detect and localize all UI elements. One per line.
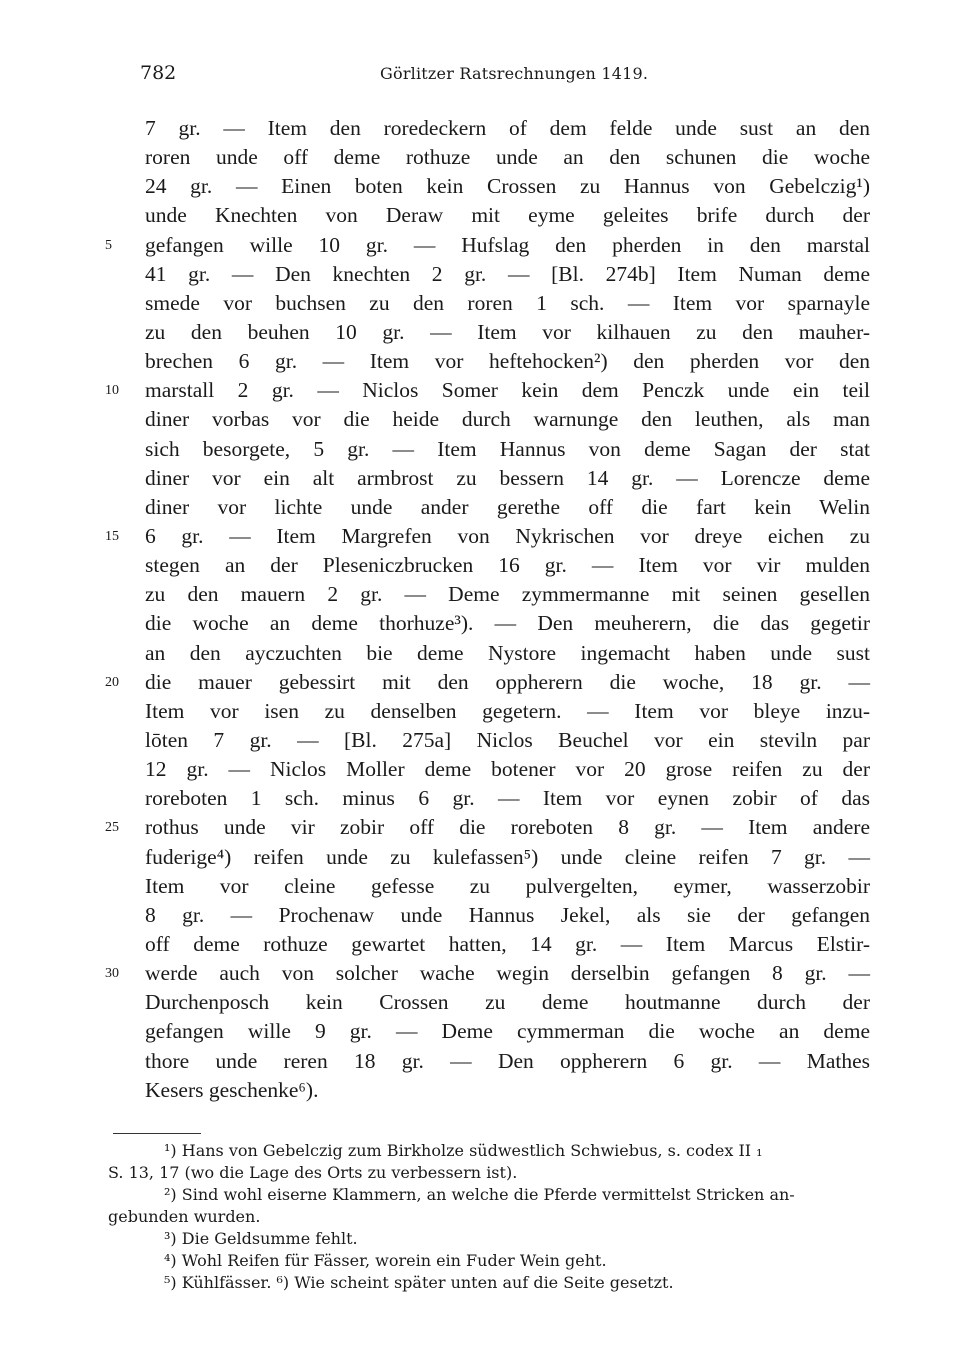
line-text: roreboten 1 sch. minus 6 gr. — Item vor eynen zobir of das xyxy=(145,786,870,811)
line-text: diner vor ein alt armbrost zu bessern 14 gr. — Lorencze deme xyxy=(145,465,870,490)
text-line xyxy=(145,347,870,376)
text-line xyxy=(145,726,870,755)
line-text: gefangen wille 9 gr. — Deme cymmerman die woche an deme xyxy=(145,1019,870,1044)
text-line xyxy=(145,784,870,813)
footnote-line: ⁴) Wohl Reifen für Fässer, worein ein Fuder Wein geht. xyxy=(164,1251,607,1270)
text-line xyxy=(145,318,870,347)
page-header xyxy=(140,62,860,92)
line-text: gefangen wille 10 gr. — Hufslag den pherden in den marstal xyxy=(145,232,870,257)
line-text: diner vorbas vor die heide durch warnunge den leuthen, als man xyxy=(145,407,870,432)
text-line xyxy=(105,813,870,842)
text-line xyxy=(145,930,870,959)
line-text: roren unde off deme rothuze unde an den schunen die woche xyxy=(145,145,870,170)
text-line xyxy=(145,289,870,318)
text-line xyxy=(105,376,870,405)
line-text: die mauer gebessirt mit den oppherern die woche, 18 gr. — xyxy=(145,669,870,694)
line-text: thore unde reren 18 gr. — Den oppherern 6 gr. — Mathes xyxy=(145,1048,870,1073)
page-number: 782 xyxy=(140,62,177,84)
text-line xyxy=(145,1076,870,1105)
body-text xyxy=(105,114,870,1105)
line-number: 20 xyxy=(105,674,119,690)
line-number: 30 xyxy=(105,966,119,982)
text-line xyxy=(145,114,870,143)
text-line xyxy=(145,551,870,580)
text-line xyxy=(145,260,870,289)
line-text: lōten 7 gr. — [Bl. 275a] Niclos Beuchel vor ein steviln par xyxy=(145,727,870,752)
running-title: Görlitzer Ratsrechnungen 1419. xyxy=(380,64,649,83)
text-line xyxy=(145,464,870,493)
text-line xyxy=(145,901,870,930)
text-line xyxy=(105,231,870,260)
line-text: 24 gr. — Einen boten kein Crossen zu Hannus von Gebelczig¹) xyxy=(145,174,870,199)
line-text: zu den beuhen 10 gr. — Item vor kilhauen zu den mauher- xyxy=(145,319,870,344)
text-line xyxy=(145,172,870,201)
line-text: 12 gr. — Niclos Moller deme botener vor 20 grose reifen zu der xyxy=(145,757,870,782)
footnote-line: ⁵) Kühlfässer. ⁶) Wie scheint später unten auf die Seite gesetzt. xyxy=(164,1273,674,1292)
line-text: 7 gr. — Item den roredeckern of dem felde unde sust an den xyxy=(145,116,870,140)
footnote-line: ¹) Hans von Gebelczig zum Birkholze südwestlich Schwiebus, s. codex II ₁ xyxy=(164,1141,763,1160)
line-number: 5 xyxy=(105,237,112,253)
line-text: sich besorgete, 5 gr. — Item Hannus von deme Sagan der stat xyxy=(145,436,870,461)
line-text: Item vor cleine gefesse zu pulvergelten, eymer, wasserzobir xyxy=(145,873,870,898)
footnote-line: ³) Die Geldsumme fehlt. xyxy=(164,1229,358,1248)
text-line xyxy=(145,405,870,434)
text-line xyxy=(145,580,870,609)
footnote-line: gebunden wurden. xyxy=(108,1207,261,1226)
line-text: an den ayczuchten bie deme Nystore ingemacht haben unde sust xyxy=(145,640,870,665)
line-text: Durchenposch kein Crossen zu deme houtmanne durch der xyxy=(145,990,870,1015)
line-text: brechen 6 gr. — Item vor heftehocken²) den pherden vor den xyxy=(145,349,870,374)
text-line xyxy=(145,435,870,464)
line-text: 6 gr. — Item Margrefen von Nykrischen vor dreye eichen zu xyxy=(145,523,870,548)
line-text: die woche an deme thorhuze³). — Den meuherern, die das gegetir xyxy=(145,611,870,636)
footnotes xyxy=(108,1140,868,1294)
text-line xyxy=(145,1047,870,1076)
line-text: Item vor isen zu denselben gegetern. — Item vor bleye inzu- xyxy=(145,698,870,723)
text-line xyxy=(105,522,870,551)
footnote-line: S. 13, 17 (wo die Lage des Orts zu verbessern ist). xyxy=(108,1163,518,1182)
line-text: 41 gr. — Den knechten 2 gr. — [Bl. 274b] Item Numan deme xyxy=(145,261,870,286)
line-text: off deme rothuze gewartet hatten, 14 gr. — Item Marcus Elstir- xyxy=(145,931,870,956)
text-line xyxy=(145,697,870,726)
line-text: smede vor buchsen zu den roren 1 sch. — Item vor sparnayle xyxy=(145,290,870,315)
text-line xyxy=(105,959,870,988)
line-text: marstall 2 gr. — Niclos Somer kein dem Penczk unde ein teil xyxy=(145,378,870,403)
text-line xyxy=(145,872,870,901)
text-line xyxy=(145,493,870,522)
line-text: rothus unde vir zobir off die roreboten 8 gr. — Item andere xyxy=(145,815,870,840)
text-line xyxy=(145,755,870,784)
text-line xyxy=(145,639,870,668)
line-number: 25 xyxy=(105,820,119,836)
text-line xyxy=(145,143,870,172)
text-line xyxy=(145,609,870,638)
footnote-divider xyxy=(113,1133,201,1134)
line-text: Kesers geschenke⁶). xyxy=(145,1077,319,1102)
line-text: werde auch von solcher wache wegin derselbin gefangen 8 gr. — xyxy=(145,961,870,986)
line-text: fuderige⁴) reifen unde zu kulefassen⁵) unde cleine reifen 7 gr. — xyxy=(145,844,870,869)
text-line xyxy=(145,201,870,230)
line-text: stegen an der Pleseniczbrucken 16 gr. — Item vor vir mulden xyxy=(145,553,870,578)
line-text: zu den mauern 2 gr. — Deme zymmermanne mit seinen gesellen xyxy=(145,582,870,607)
text-line xyxy=(145,843,870,872)
line-text: unde Knechten von Deraw mit eyme geleites brife durch der xyxy=(145,203,870,228)
line-number: 15 xyxy=(105,528,119,544)
text-line xyxy=(145,988,870,1017)
footnote-line: ²) Sind wohl eiserne Klammern, an welche die Pferde vermittelst Stricken an- xyxy=(164,1185,795,1204)
line-text: diner vor lichte unde ander gerethe off die fart kein Welin xyxy=(145,494,870,519)
line-text: 8 gr. — Prochenaw unde Hannus Jekel, als sie der gefangen xyxy=(145,902,870,927)
text-line xyxy=(105,668,870,697)
text-line xyxy=(145,1017,870,1046)
line-number: 10 xyxy=(105,383,119,399)
